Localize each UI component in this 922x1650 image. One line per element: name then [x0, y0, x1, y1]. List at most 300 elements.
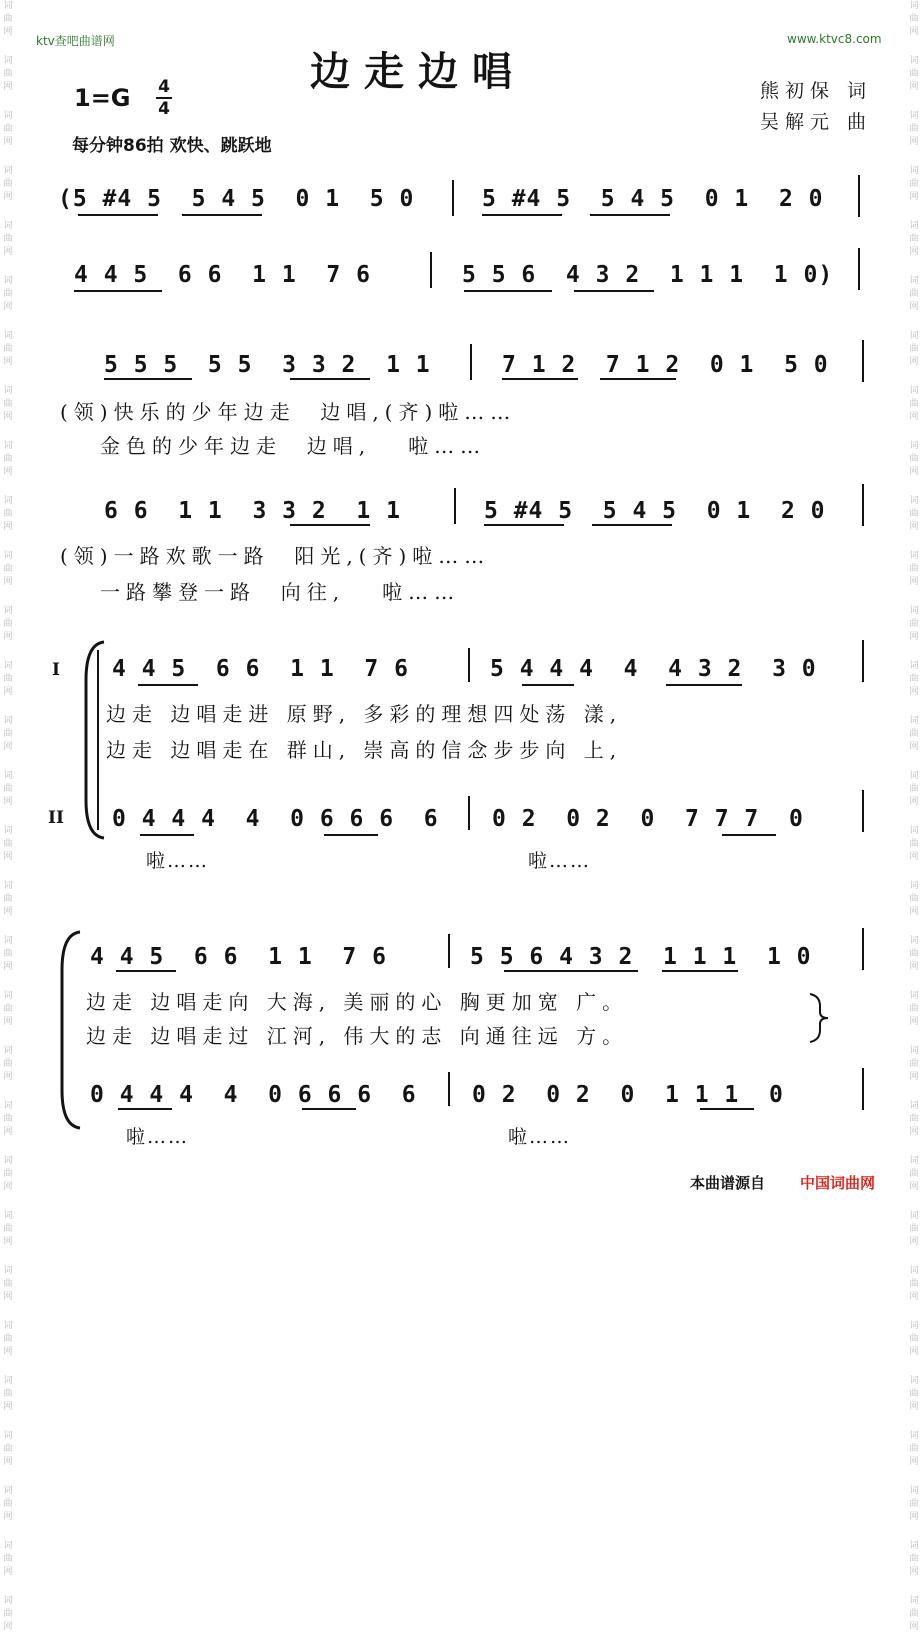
side-watermark-char: 词 [909, 1321, 919, 1331]
beam [324, 834, 378, 836]
footer-source-site: 中国词曲网 [800, 1174, 876, 1192]
beam [522, 684, 574, 686]
side-watermark-gap [906, 589, 922, 605]
side-watermark-char: 词 [909, 1596, 919, 1606]
side-watermark-char: 曲 [3, 14, 13, 24]
composer-credit: 吴解元 曲 [760, 111, 873, 133]
side-watermark-char: 网 [909, 797, 919, 807]
side-watermark-char: 曲 [909, 509, 919, 519]
side-watermark-char: 词 [909, 1541, 919, 1551]
side-watermark-char: 曲 [3, 1609, 13, 1619]
harmony-row6-measure1: 0 4 4 4 4 0 6 6 6 6 [90, 1082, 417, 1108]
side-watermark-char: 曲 [3, 619, 13, 629]
side-watermark-char: 词 [3, 1156, 13, 1166]
beam [118, 1108, 172, 1110]
right-watermark-strip [906, 0, 922, 1632]
la-row5-1: 啦…… [146, 850, 210, 872]
side-watermark-char: 曲 [3, 179, 13, 189]
side-watermark-char: 曲 [3, 564, 13, 574]
side-watermark-char: 词 [3, 276, 13, 286]
side-watermark-gap [0, 864, 16, 880]
barline [430, 252, 432, 288]
side-watermark-char: 网 [3, 1457, 13, 1467]
side-watermark-char: 曲 [909, 949, 919, 959]
side-watermark-char: 网 [909, 632, 919, 642]
side-watermark-char: 网 [909, 962, 919, 972]
side-watermark-char: 曲 [3, 1389, 13, 1399]
side-watermark-char: 网 [3, 302, 13, 312]
lyric-row3-verse1: (领)快乐的少年边走 边唱,(齐)啦…… [60, 400, 517, 424]
side-watermark-char: 词 [3, 331, 13, 341]
beam [290, 378, 370, 380]
side-watermark-char: 网 [3, 907, 13, 917]
barline [862, 640, 864, 682]
la-row6-2: 啦…… [508, 1126, 572, 1148]
side-watermark-char: 曲 [3, 1279, 13, 1289]
beam [302, 1108, 356, 1110]
lyric-row3-verse2: 金色的少年边走 边唱, 啦…… [100, 434, 487, 458]
side-watermark-char: 曲 [3, 1224, 13, 1234]
side-watermark-char: 曲 [909, 729, 919, 739]
beam [666, 684, 742, 686]
side-watermark-char: 曲 [3, 1554, 13, 1564]
side-watermark-char: 网 [3, 357, 13, 367]
side-watermark-char: 网 [909, 247, 919, 257]
side-watermark-char: 词 [909, 606, 919, 616]
side-watermark-char: 词 [909, 716, 919, 726]
side-watermark-char: 词 [909, 661, 919, 671]
side-watermark-char: 词 [3, 1596, 13, 1606]
side-watermark-char: 网 [3, 1622, 13, 1632]
barline [454, 488, 456, 524]
song-title: 边走边唱 [310, 49, 526, 95]
side-watermark-char: 词 [3, 111, 13, 121]
lyric-row4-verse1: (领)一路欢歌一路 阳光,(齐)啦…… [60, 544, 491, 568]
lyric-row5-verse2: 边走 边唱走在 群山, 崇高的信念步步向 上, [106, 738, 623, 762]
side-watermark-char: 词 [909, 1486, 919, 1496]
part-label-I: I [52, 660, 60, 680]
side-watermark-char: 词 [3, 826, 13, 836]
side-watermark-char: 词 [909, 1046, 919, 1056]
side-watermark-gap [0, 1139, 16, 1155]
side-watermark-char: 网 [3, 247, 13, 257]
side-watermark-char: 曲 [3, 1004, 13, 1014]
side-watermark-char: 曲 [3, 949, 13, 959]
side-watermark-char: 网 [909, 1347, 919, 1357]
barline [858, 175, 860, 217]
side-watermark-char: 网 [909, 1512, 919, 1522]
side-watermark-gap [906, 39, 922, 55]
notes-row1-measure2: 5 #4 5 5 4 5 0 1 2 0 [482, 186, 824, 212]
side-watermark-char: 网 [3, 1127, 13, 1137]
beam [290, 524, 370, 526]
beam [502, 378, 578, 380]
beam [662, 970, 738, 972]
beam [482, 214, 562, 216]
notes-row5-measure1: 4 4 5 6 6 1 1 7 6 [112, 656, 409, 682]
side-watermark-char: 词 [909, 1431, 919, 1441]
side-watermark-gap [0, 1469, 16, 1485]
side-watermark-gap [906, 94, 922, 110]
lyric-row5-verse1: 边走 边唱走进 原野, 多彩的理想四处荡 漾, [106, 702, 623, 726]
side-watermark-char: 词 [3, 881, 13, 891]
side-watermark-char: 词 [909, 441, 919, 451]
side-watermark-char: 曲 [909, 894, 919, 904]
side-watermark-char: 词 [3, 1266, 13, 1276]
side-watermark-gap [0, 809, 16, 825]
side-watermark-char: 词 [3, 1211, 13, 1221]
side-watermark-gap [906, 534, 922, 550]
verse-brace [806, 992, 832, 1044]
side-watermark-char: 曲 [3, 784, 13, 794]
notes-row5-measure2: 5 4 4 4 4 4 3 2 3 0 [490, 656, 817, 682]
barline [858, 248, 860, 290]
side-watermark-char: 词 [909, 276, 919, 286]
side-watermark-char: 曲 [909, 1499, 919, 1509]
beam [78, 214, 158, 216]
key-signature: 1=G [74, 84, 131, 112]
meter-bottom: 4 [158, 99, 170, 119]
notes-row1-measure1: (5 #4 5 5 4 5 0 1 5 0 [58, 186, 415, 212]
side-watermark-char: 词 [3, 1321, 13, 1331]
side-watermark-char: 网 [3, 1237, 13, 1247]
side-watermark-char: 词 [909, 111, 919, 121]
side-watermark-char: 网 [909, 1127, 919, 1137]
side-watermark-char: 词 [909, 771, 919, 781]
side-watermark-char: 网 [909, 412, 919, 422]
side-watermark-gap [0, 754, 16, 770]
side-watermark-gap [0, 39, 16, 55]
side-watermark-char: 网 [3, 577, 13, 587]
side-watermark-gap [0, 699, 16, 715]
beam [74, 290, 162, 292]
side-watermark-gap [0, 1249, 16, 1265]
side-watermark-gap [0, 424, 16, 440]
side-watermark-char: 网 [3, 1017, 13, 1027]
side-watermark-char: 词 [3, 1, 13, 11]
side-watermark-char: 词 [909, 221, 919, 231]
side-watermark-gap [0, 259, 16, 275]
side-watermark-char: 曲 [909, 674, 919, 684]
side-watermark-char: 词 [3, 1486, 13, 1496]
side-watermark-char: 网 [909, 302, 919, 312]
beam [464, 290, 552, 292]
side-watermark-char: 曲 [909, 179, 919, 189]
lyricist-credit: 熊初保 词 [760, 80, 873, 102]
side-watermark-gap [906, 1414, 922, 1430]
side-watermark-gap [0, 1084, 16, 1100]
side-watermark-char: 曲 [3, 69, 13, 79]
side-watermark-char: 曲 [3, 674, 13, 684]
side-watermark-gap [0, 534, 16, 550]
side-watermark-char: 曲 [3, 894, 13, 904]
side-watermark-gap [0, 314, 16, 330]
side-watermark-char: 曲 [909, 344, 919, 354]
side-watermark-char: 曲 [3, 344, 13, 354]
side-watermark-char: 曲 [3, 1114, 13, 1124]
side-watermark-char: 词 [909, 386, 919, 396]
side-watermark-char: 网 [3, 137, 13, 147]
side-watermark-char: 曲 [909, 564, 919, 574]
side-watermark-gap [0, 1634, 16, 1650]
side-watermark-char: 词 [3, 661, 13, 671]
lyric-row6-verse2: 边走 边唱走过 江河, 伟大的志 向通往远 方。 [86, 1024, 629, 1048]
side-watermark-char: 网 [909, 137, 919, 147]
system-brace-2 [50, 930, 90, 1130]
beam [574, 290, 654, 292]
side-watermark-gap [0, 1579, 16, 1595]
side-watermark-gap [0, 589, 16, 605]
side-watermark-char: 网 [909, 1072, 919, 1082]
side-watermark-gap [906, 149, 922, 165]
side-watermark-char: 网 [3, 852, 13, 862]
side-watermark-char: 网 [3, 797, 13, 807]
side-watermark-char: 曲 [909, 1444, 919, 1454]
notes-row3-measure2: 7 1 2 7 1 2 0 1 5 0 [502, 352, 829, 378]
side-watermark-char: 词 [909, 1156, 919, 1166]
side-watermark-char: 网 [909, 1182, 919, 1192]
side-watermark-gap [0, 369, 16, 385]
side-watermark-gap [906, 1084, 922, 1100]
side-watermark-char: 词 [909, 1, 919, 11]
side-watermark-char: 曲 [909, 1554, 919, 1564]
la-row6-1: 啦…… [126, 1126, 190, 1148]
side-watermark-gap [906, 314, 922, 330]
side-watermark-char: 网 [3, 742, 13, 752]
side-watermark-char: 词 [909, 1376, 919, 1386]
beam [590, 214, 670, 216]
side-watermark-char: 词 [3, 1541, 13, 1551]
side-watermark-gap [906, 424, 922, 440]
side-watermark-char: 词 [3, 221, 13, 231]
side-watermark-char: 词 [3, 1376, 13, 1386]
beam [104, 378, 192, 380]
side-watermark-char: 网 [909, 687, 919, 697]
side-watermark-char: 网 [909, 1017, 919, 1027]
left-watermark-strip [0, 0, 16, 1632]
side-watermark-char: 曲 [909, 69, 919, 79]
side-watermark-char: 曲 [909, 1004, 919, 1014]
side-watermark-char: 网 [3, 192, 13, 202]
side-watermark-char: 曲 [3, 1059, 13, 1069]
side-watermark-char: 曲 [3, 124, 13, 134]
side-watermark-char: 网 [909, 1567, 919, 1577]
side-watermark-char: 曲 [3, 729, 13, 739]
side-watermark-char: 曲 [3, 1169, 13, 1179]
side-watermark-gap [906, 1359, 922, 1375]
barline [470, 344, 472, 380]
side-watermark-gap [906, 369, 922, 385]
side-watermark-char: 曲 [909, 454, 919, 464]
side-watermark-char: 曲 [909, 14, 919, 24]
side-watermark-char: 词 [909, 1101, 919, 1111]
side-watermark-char: 曲 [909, 399, 919, 409]
side-watermark-char: 词 [909, 331, 919, 341]
side-watermark-char: 曲 [909, 1114, 919, 1124]
barline [448, 934, 450, 968]
side-watermark-gap [906, 754, 922, 770]
notes-row4-measure1: 6 6 1 1 3 3 2 1 1 [104, 498, 401, 524]
side-watermark-gap [906, 699, 922, 715]
side-watermark-char: 曲 [3, 234, 13, 244]
side-watermark-char: 网 [3, 82, 13, 92]
side-watermark-char: 词 [3, 1101, 13, 1111]
side-watermark-gap [906, 1139, 922, 1155]
side-watermark-char: 曲 [909, 124, 919, 134]
notes-row4-measure2: 5 #4 5 5 4 5 0 1 2 0 [484, 498, 826, 524]
beam [722, 834, 776, 836]
side-watermark-gap [0, 479, 16, 495]
side-watermark-char: 曲 [909, 1279, 919, 1289]
side-watermark-gap [0, 94, 16, 110]
tempo-marking: 每分钟86拍 欢快、跳跃地 [72, 136, 272, 156]
side-watermark-gap [906, 1194, 922, 1210]
beam [182, 214, 262, 216]
harmony-row5-measure2: 0 2 0 2 0 7 7 7 0 [492, 806, 804, 832]
barline [862, 340, 864, 382]
side-watermark-char: 曲 [909, 1334, 919, 1344]
beam [138, 684, 198, 686]
side-watermark-char: 词 [3, 991, 13, 1001]
side-watermark-char: 词 [909, 56, 919, 66]
harmony-row5-measure1: 0 4 4 4 4 0 6 6 6 6 [112, 806, 439, 832]
side-watermark-char: 网 [909, 192, 919, 202]
barline [862, 928, 864, 970]
side-watermark-char: 网 [3, 27, 13, 37]
side-watermark-char: 词 [909, 991, 919, 1001]
side-watermark-gap [906, 1634, 922, 1650]
barline [862, 484, 864, 526]
side-watermark-gap [0, 919, 16, 935]
beam [600, 378, 676, 380]
beam [116, 970, 176, 972]
side-watermark-char: 曲 [3, 1334, 13, 1344]
side-watermark-char: 词 [3, 496, 13, 506]
side-watermark-char: 词 [909, 881, 919, 891]
side-watermark-char: 词 [3, 551, 13, 561]
side-watermark-char: 网 [909, 852, 919, 862]
side-watermark-char: 网 [909, 907, 919, 917]
side-watermark-char: 网 [909, 1622, 919, 1632]
time-signature [156, 78, 172, 118]
notes-row6-measure1: 4 4 5 6 6 1 1 7 6 [90, 944, 387, 970]
side-watermark-gap [906, 1304, 922, 1320]
side-watermark-gap [906, 204, 922, 220]
side-watermark-gap [0, 1414, 16, 1430]
notes-row3-measure1: 5 5 5 5 5 3 3 2 1 1 [104, 352, 431, 378]
barline [468, 796, 470, 830]
side-watermark-char: 词 [909, 826, 919, 836]
side-watermark-char: 网 [3, 1292, 13, 1302]
side-watermark-gap [0, 974, 16, 990]
meter-top: 4 [158, 77, 170, 97]
side-watermark-char: 词 [909, 936, 919, 946]
side-watermark-char: 词 [3, 441, 13, 451]
side-watermark-gap [0, 1304, 16, 1320]
barline [862, 1068, 864, 1110]
side-watermark-char: 网 [3, 1182, 13, 1192]
side-watermark-char: 网 [909, 1457, 919, 1467]
side-watermark-gap [906, 1029, 922, 1045]
side-watermark-char: 网 [3, 1567, 13, 1577]
side-watermark-char: 网 [909, 742, 919, 752]
side-watermark-char: 曲 [909, 1609, 919, 1619]
side-watermark-char: 网 [909, 357, 919, 367]
notes-row6-measure2: 5 5 6 4 3 2 1 1 1 1 0 [470, 944, 812, 970]
side-watermark-char: 曲 [3, 289, 13, 299]
side-watermark-char: 曲 [3, 1499, 13, 1509]
side-watermark-gap [906, 974, 922, 990]
side-watermark-gap [906, 259, 922, 275]
side-watermark-char: 词 [909, 1211, 919, 1221]
barline [862, 790, 864, 832]
side-watermark-char: 曲 [909, 1389, 919, 1399]
side-watermark-gap [906, 919, 922, 935]
side-watermark-char: 网 [3, 412, 13, 422]
side-watermark-char: 词 [909, 496, 919, 506]
side-watermark-char: 词 [3, 386, 13, 396]
site-watermark-right: www.ktvc8.com [787, 32, 882, 46]
side-watermark-char: 网 [909, 1237, 919, 1247]
side-watermark-char: 曲 [909, 839, 919, 849]
side-watermark-char: 网 [909, 467, 919, 477]
side-watermark-char: 曲 [3, 509, 13, 519]
side-watermark-char: 网 [909, 522, 919, 532]
side-watermark-char: 曲 [3, 839, 13, 849]
side-watermark-char: 网 [3, 687, 13, 697]
side-watermark-gap [906, 1524, 922, 1540]
side-watermark-gap [0, 644, 16, 660]
side-watermark-char: 曲 [3, 454, 13, 464]
side-watermark-char: 词 [3, 1046, 13, 1056]
side-watermark-char: 网 [3, 1512, 13, 1522]
side-watermark-gap [906, 644, 922, 660]
notes-row2-measure1: 4 4 5 6 6 1 1 7 6 [74, 262, 371, 288]
side-watermark-gap [0, 1194, 16, 1210]
side-watermark-gap [906, 479, 922, 495]
side-watermark-char: 曲 [909, 784, 919, 794]
side-watermark-char: 词 [3, 606, 13, 616]
part-label-II: II [48, 808, 64, 828]
side-watermark-gap [0, 204, 16, 220]
lyric-row6-verse1: 边走 边唱走向 大海, 美丽的心 胸更加宽 广。 [86, 990, 629, 1014]
side-watermark-char: 曲 [3, 399, 13, 409]
side-watermark-char: 网 [3, 1347, 13, 1357]
side-watermark-char: 曲 [909, 1059, 919, 1069]
side-watermark-char: 曲 [909, 1169, 919, 1179]
notes-row2-measure2: 5 5 6 4 3 2 1 1 1 1 0) [462, 262, 834, 288]
side-watermark-gap [0, 1524, 16, 1540]
side-watermark-gap [906, 1249, 922, 1265]
side-watermark-gap [906, 864, 922, 880]
side-watermark-gap [906, 1469, 922, 1485]
harmony-row6-measure2: 0 2 0 2 0 1 1 1 0 [472, 1082, 784, 1108]
side-watermark-gap [0, 1359, 16, 1375]
side-watermark-char: 网 [3, 962, 13, 972]
side-watermark-char: 词 [3, 936, 13, 946]
beam [592, 524, 672, 526]
side-watermark-char: 网 [3, 1402, 13, 1412]
side-watermark-char: 词 [909, 1266, 919, 1276]
side-watermark-char: 词 [909, 166, 919, 176]
barline [448, 1072, 450, 1106]
barline [452, 180, 454, 216]
side-watermark-char: 曲 [909, 289, 919, 299]
side-watermark-char: 词 [3, 56, 13, 66]
side-watermark-char: 曲 [909, 1224, 919, 1234]
site-watermark-left: ktv查吧曲谱网 [36, 34, 115, 48]
side-watermark-char: 网 [3, 522, 13, 532]
